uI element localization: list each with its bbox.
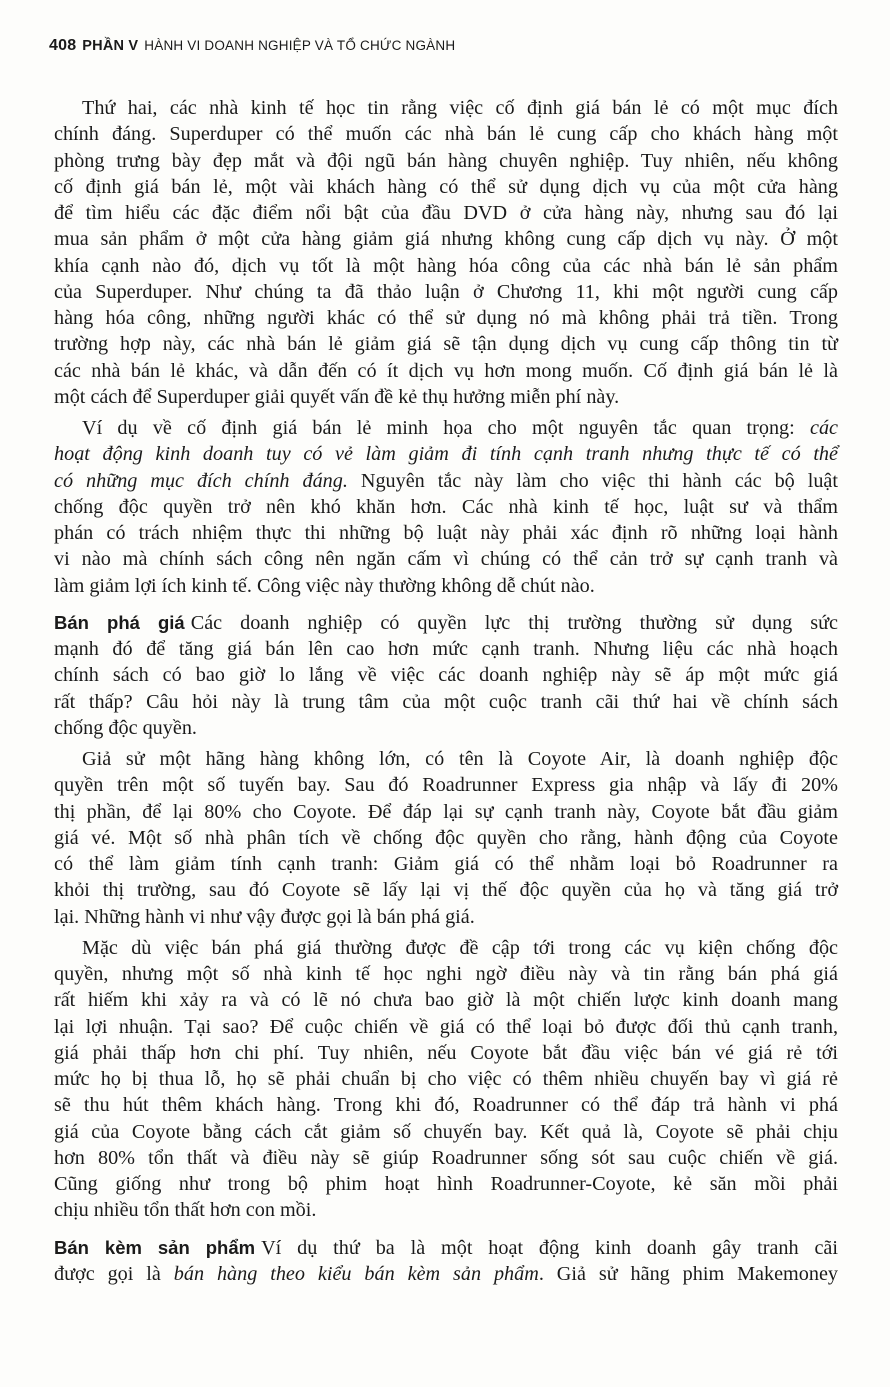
part-label: PHẦN V bbox=[82, 38, 139, 54]
body-text bbox=[54, 95, 838, 1287]
italic-run: có những mục đích chính đáng. bbox=[54, 469, 348, 492]
text-line bbox=[54, 610, 838, 636]
text-line bbox=[54, 468, 838, 494]
text-line: sẽ thu hút thêm khách hàng. Trong khi đó, Roadrunner có thể đáp trả hành vi phá bbox=[54, 1094, 838, 1117]
text-line: giá vé. Một số nhà phân tích về chống độc quyền cho rằng, hành động của Coyote bbox=[54, 826, 838, 849]
text-run: Ví dụ về cố định giá bán lẻ minh họa cho một nguyên tắc quan trọng: bbox=[82, 417, 810, 439]
italic-run: bán hàng theo kiểu bán kèm sản phẩm bbox=[173, 1262, 539, 1285]
section-heading: Bán phá giá bbox=[54, 611, 185, 633]
text-line: chính sách có bao giờ lo lắng về việc các doanh nghiệp này sẽ áp một mức giá bbox=[54, 664, 838, 687]
text-line: các nhà bán lẻ khác, và dẫn đến có ít dịch vụ hơn mong muốn. Cố định giá bán lẻ là bbox=[54, 359, 838, 382]
text-line: cố định giá bán lẻ, một vài khách hàng có thể sử dụng dịch vụ của một cửa hàng bbox=[54, 175, 838, 198]
text-run: được gọi là bbox=[54, 1262, 174, 1285]
text-run: Các doanh nghiệp có quyền lực thị trường thường sử dụng sức bbox=[190, 611, 838, 634]
text-line: vi nào mà chính sách công nên ngăn cấm vì chúng có thể cản trở sự cạnh tranh và bbox=[54, 548, 838, 571]
text-line: chống độc quyền trở nên khó khăn hơn. Các nhà kinh tế học, luật sư và thẩm bbox=[54, 495, 838, 518]
text-line: giá của Coyote bằng cách cắt giảm số chuyến bay. Kết quả là, Coyote sẽ phải chịu bbox=[54, 1120, 838, 1143]
italic-run: các bbox=[809, 417, 838, 439]
text-line: thị phần, để lại 80% cho Coyote. Để đáp lại sự cạnh tranh này, Coyote bắt đầu giảm bbox=[54, 800, 838, 823]
text-line: khía cạnh nào đó, dịch vụ tốt là một hàng hóa công của các nhà bán lẻ sản phẩm bbox=[54, 254, 838, 277]
text-line: chịu nhiều tổn thất hơn con mồi. bbox=[54, 1199, 317, 1222]
text-line: khỏi thị trường, sau đó Coyote sẽ lấy lại vị thế độc quyền của họ và tăng giá trở bbox=[54, 879, 838, 902]
text-line: phán có trách nhiệm thực thi những bộ luật này phải xác định rõ những loại hành bbox=[54, 522, 838, 544]
text-line: Mặc dù việc bán phá giá thường được đề cập tới trong các vụ kiện chống độc bbox=[82, 936, 838, 959]
chapter-title: HÀNH VI DOANH NGHIỆP VÀ TỔ CHỨC NGÀNH bbox=[144, 38, 456, 53]
text-line: giá phải thấp hơn chi phí. Tuy nhiên, nếu Coyote bắt đầu việc bán vé giá rẻ tới bbox=[54, 1041, 838, 1064]
text-line: quyền, nhưng một số nhà kinh tế học nghi ngờ điều này và tin rằng bán phá giá bbox=[54, 963, 838, 985]
text-line: chính đáng. Superduper có thể muốn các nhà bán lẻ cung cấp cho khách hàng một bbox=[54, 123, 838, 146]
text-run: Ví dụ thứ ba là một hoạt động kinh doanh gây tranh cãi bbox=[261, 1236, 838, 1259]
text-line: lại lợi nhuận. Tại sao? Để cuộc chiến về giá có thể loại bỏ được đối thủ cạnh tranh, bbox=[54, 1015, 838, 1038]
text-line: mạnh đó để tăng giá bán lên cao hơn mức cạnh tranh. Nhưng liệu các nhà hoạch bbox=[54, 638, 838, 660]
page-number: 408 bbox=[49, 37, 77, 54]
paragraph-6 bbox=[54, 1235, 838, 1288]
italic-run: hoạt động kinh doanh tuy có vẻ làm giảm đi tính cạnh tranh nhưng thực tế có thể bbox=[54, 443, 838, 466]
text-line: Giả sử một hãng hàng không lớn, có tên là Coyote Air, là doanh nghiệp độc bbox=[82, 748, 838, 770]
paragraph-3 bbox=[54, 610, 838, 741]
text-run: Nguyên tắc này làm cho việc thi hành các bộ luật bbox=[347, 469, 838, 492]
text-line bbox=[54, 441, 838, 467]
paragraph-2 bbox=[54, 415, 838, 599]
text-line: làm giảm lợi ích kinh tế. Công việc này thường không dễ chút nào. bbox=[54, 574, 595, 597]
text-line: rất hiếm khi xảy ra và có lẽ nó chưa bao giờ là một chiến lược kinh doanh mang bbox=[54, 989, 838, 1012]
text-line: mua sản phẩm ở một cửa hàng giảm giá nhưng không cung cấp dịch vụ này. Ở một bbox=[54, 228, 838, 251]
text-line: mức họ bị thua lỗ, họ sẽ phải chuẩn bị cho việc có thêm nhiều chuyến bay vì giá rẻ bbox=[54, 1068, 838, 1090]
text-line: của Superduper. Như chúng ta đã thảo luận ở Chương 11, khi một người cung cấp bbox=[54, 280, 838, 303]
paragraph-5 bbox=[54, 935, 838, 1224]
paragraph-4 bbox=[54, 746, 838, 930]
text-line bbox=[54, 415, 838, 441]
running-header bbox=[49, 37, 849, 55]
text-line: để tìm hiểu các đặc điểm nổi bật của đầu DVD ở cửa hàng này, nhưng sau đó lại bbox=[54, 202, 838, 224]
text-line: có thể làm giảm tính cạnh tranh: Giảm giá có thể nhằm loại bỏ Roadrunner ra bbox=[54, 853, 838, 875]
text-line: hơn 80% tổn thất và điều này sẽ giúp Roadrunner sống sót sau cuộc chiến về giá. bbox=[54, 1146, 838, 1169]
section-heading: Bán kèm sản phẩm bbox=[54, 1236, 256, 1258]
text-line: hàng hóa công, những người khác có thể sử dụng nó mà không phải trả tiền. Trong bbox=[54, 307, 838, 329]
text-run: . Giả sử hãng phim Makemoney bbox=[538, 1262, 838, 1285]
text-line: quyền trên một số tuyến bay. Sau đó Roadrunner Express gia nhập và lấy đi 20% bbox=[54, 774, 838, 797]
text-line: phòng trưng bày đẹp mắt và đội ngũ bán hàng chuyên nghiệp. Tuy nhiên, nếu không bbox=[54, 149, 838, 172]
paragraph-1 bbox=[54, 95, 838, 410]
text-line: rất thấp? Câu hỏi này là trung tâm của một cuộc tranh cãi thứ hai về chính sách bbox=[54, 690, 838, 713]
text-line: trường hợp này, các nhà bán lẻ giảm giá sẽ tận dụng dịch vụ cung cấp thông tin từ bbox=[54, 333, 838, 356]
text-line: một cách để Superduper giải quyết vấn đề kẻ thụ hưởng miễn phí này. bbox=[54, 385, 620, 408]
text-line: chống độc quyền. bbox=[54, 716, 197, 739]
text-line bbox=[54, 1235, 838, 1261]
text-line: Thứ hai, các nhà kinh tế học tin rằng việc cố định giá bán lẻ có một mục đích bbox=[82, 97, 838, 119]
text-line: lại. Những hành vi như vậy được gọi là bán phá giá. bbox=[54, 905, 475, 928]
text-line bbox=[54, 1261, 838, 1287]
text-line: Cũng giống như trong bộ phim hoạt hình Roadrunner-Coyote, kẻ săn mồi phải bbox=[54, 1173, 838, 1195]
